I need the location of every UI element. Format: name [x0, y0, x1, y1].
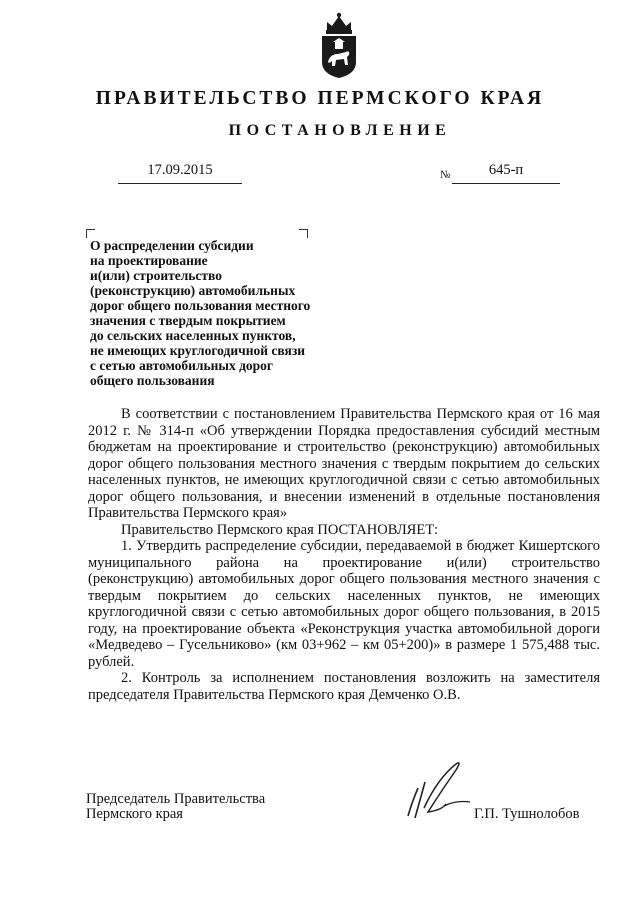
subject-line: О распределении субсидии — [90, 238, 254, 253]
subject-line: до сельских населенных пунктов, — [90, 328, 296, 343]
document-date: 17.09.2015 — [147, 162, 213, 178]
document-number: 645-п — [488, 162, 524, 178]
subject-line: дорог общего пользования местного — [90, 298, 311, 313]
subject-line: и(или) строительство — [90, 268, 223, 283]
signer-title-line1: Председатель Правительства — [86, 791, 266, 807]
subject-line: на проектирование — [90, 253, 208, 268]
document-type: ПОСТАНОВЛЕНИЕ — [228, 122, 452, 139]
subject-line: с сетью автомобильных дорог — [90, 358, 274, 373]
document-subject — [90, 238, 350, 388]
document-body — [88, 406, 600, 703]
subject-corner-left — [86, 229, 95, 238]
clause-1-paragraph: 1. Утвердить распределение субсидии, передаваемой в бюджет Кишертского муниципального района на проектирование и(или) строительство (реконструкцию) автомобильных дорог общего пользования местного значения с твердым покрытием до сельских населенных пунктов, не имеющих круглогодичной связи с сетью автомобильных дорог общего пользования, в 2015 году, на проектирование объекта «Реконструкция участка автомобильной дороги «Медведево – Гусельниково» (км 03+962 – км 05+200)» в размере 1 575,488 тыс. рублей. — [88, 538, 600, 670]
handwritten-signature — [398, 758, 478, 824]
resolution-clause: Правительство Пермского края ПОСТАНОВЛЯЕТ: — [121, 521, 439, 538]
signer-name: Г.П. Тушнолобов — [474, 806, 580, 822]
clause-2-paragraph: 2. Контроль за исполнением постановления возложить на заместителя председателя Правительства Пермского края Демченко О.В. — [88, 670, 600, 703]
subject-corner-right — [299, 229, 308, 238]
subject-line: (реконструкцию) автомобильных — [90, 283, 296, 298]
signer-title-line2: Пермского края — [86, 806, 183, 822]
subject-line: не имеющих круглогодичной связи — [90, 343, 306, 358]
signer-title — [86, 792, 265, 822]
preamble-paragraph: В соответствии с постановлением Правительства Пермского края от 16 мая 2012 г. № 314-п «Об утверждении Порядка предоставления субсидий местным бюджетам на проектирование и строительство (реконструкцию) автомобильных дорог общего пользования местного значения с твердым покрытием до сельских населенных пунктов, не имеющих круглогодичной связи с сетью автомобильных дорог общего пользования, и внесении изменений в отдельные постановления Правительства Пермского края» — [88, 406, 600, 521]
subject-line: значения с твердым покрытием — [90, 313, 286, 328]
organization-title: ПРАВИТЕЛЬСТВО ПЕРМСКОГО КРАЯ — [95, 88, 545, 109]
number-sign: № — [440, 169, 451, 181]
number-underline — [452, 183, 560, 184]
coat-of-arms-icon — [318, 10, 360, 80]
subject-line: общего пользования — [90, 373, 215, 388]
date-underline — [118, 183, 242, 184]
